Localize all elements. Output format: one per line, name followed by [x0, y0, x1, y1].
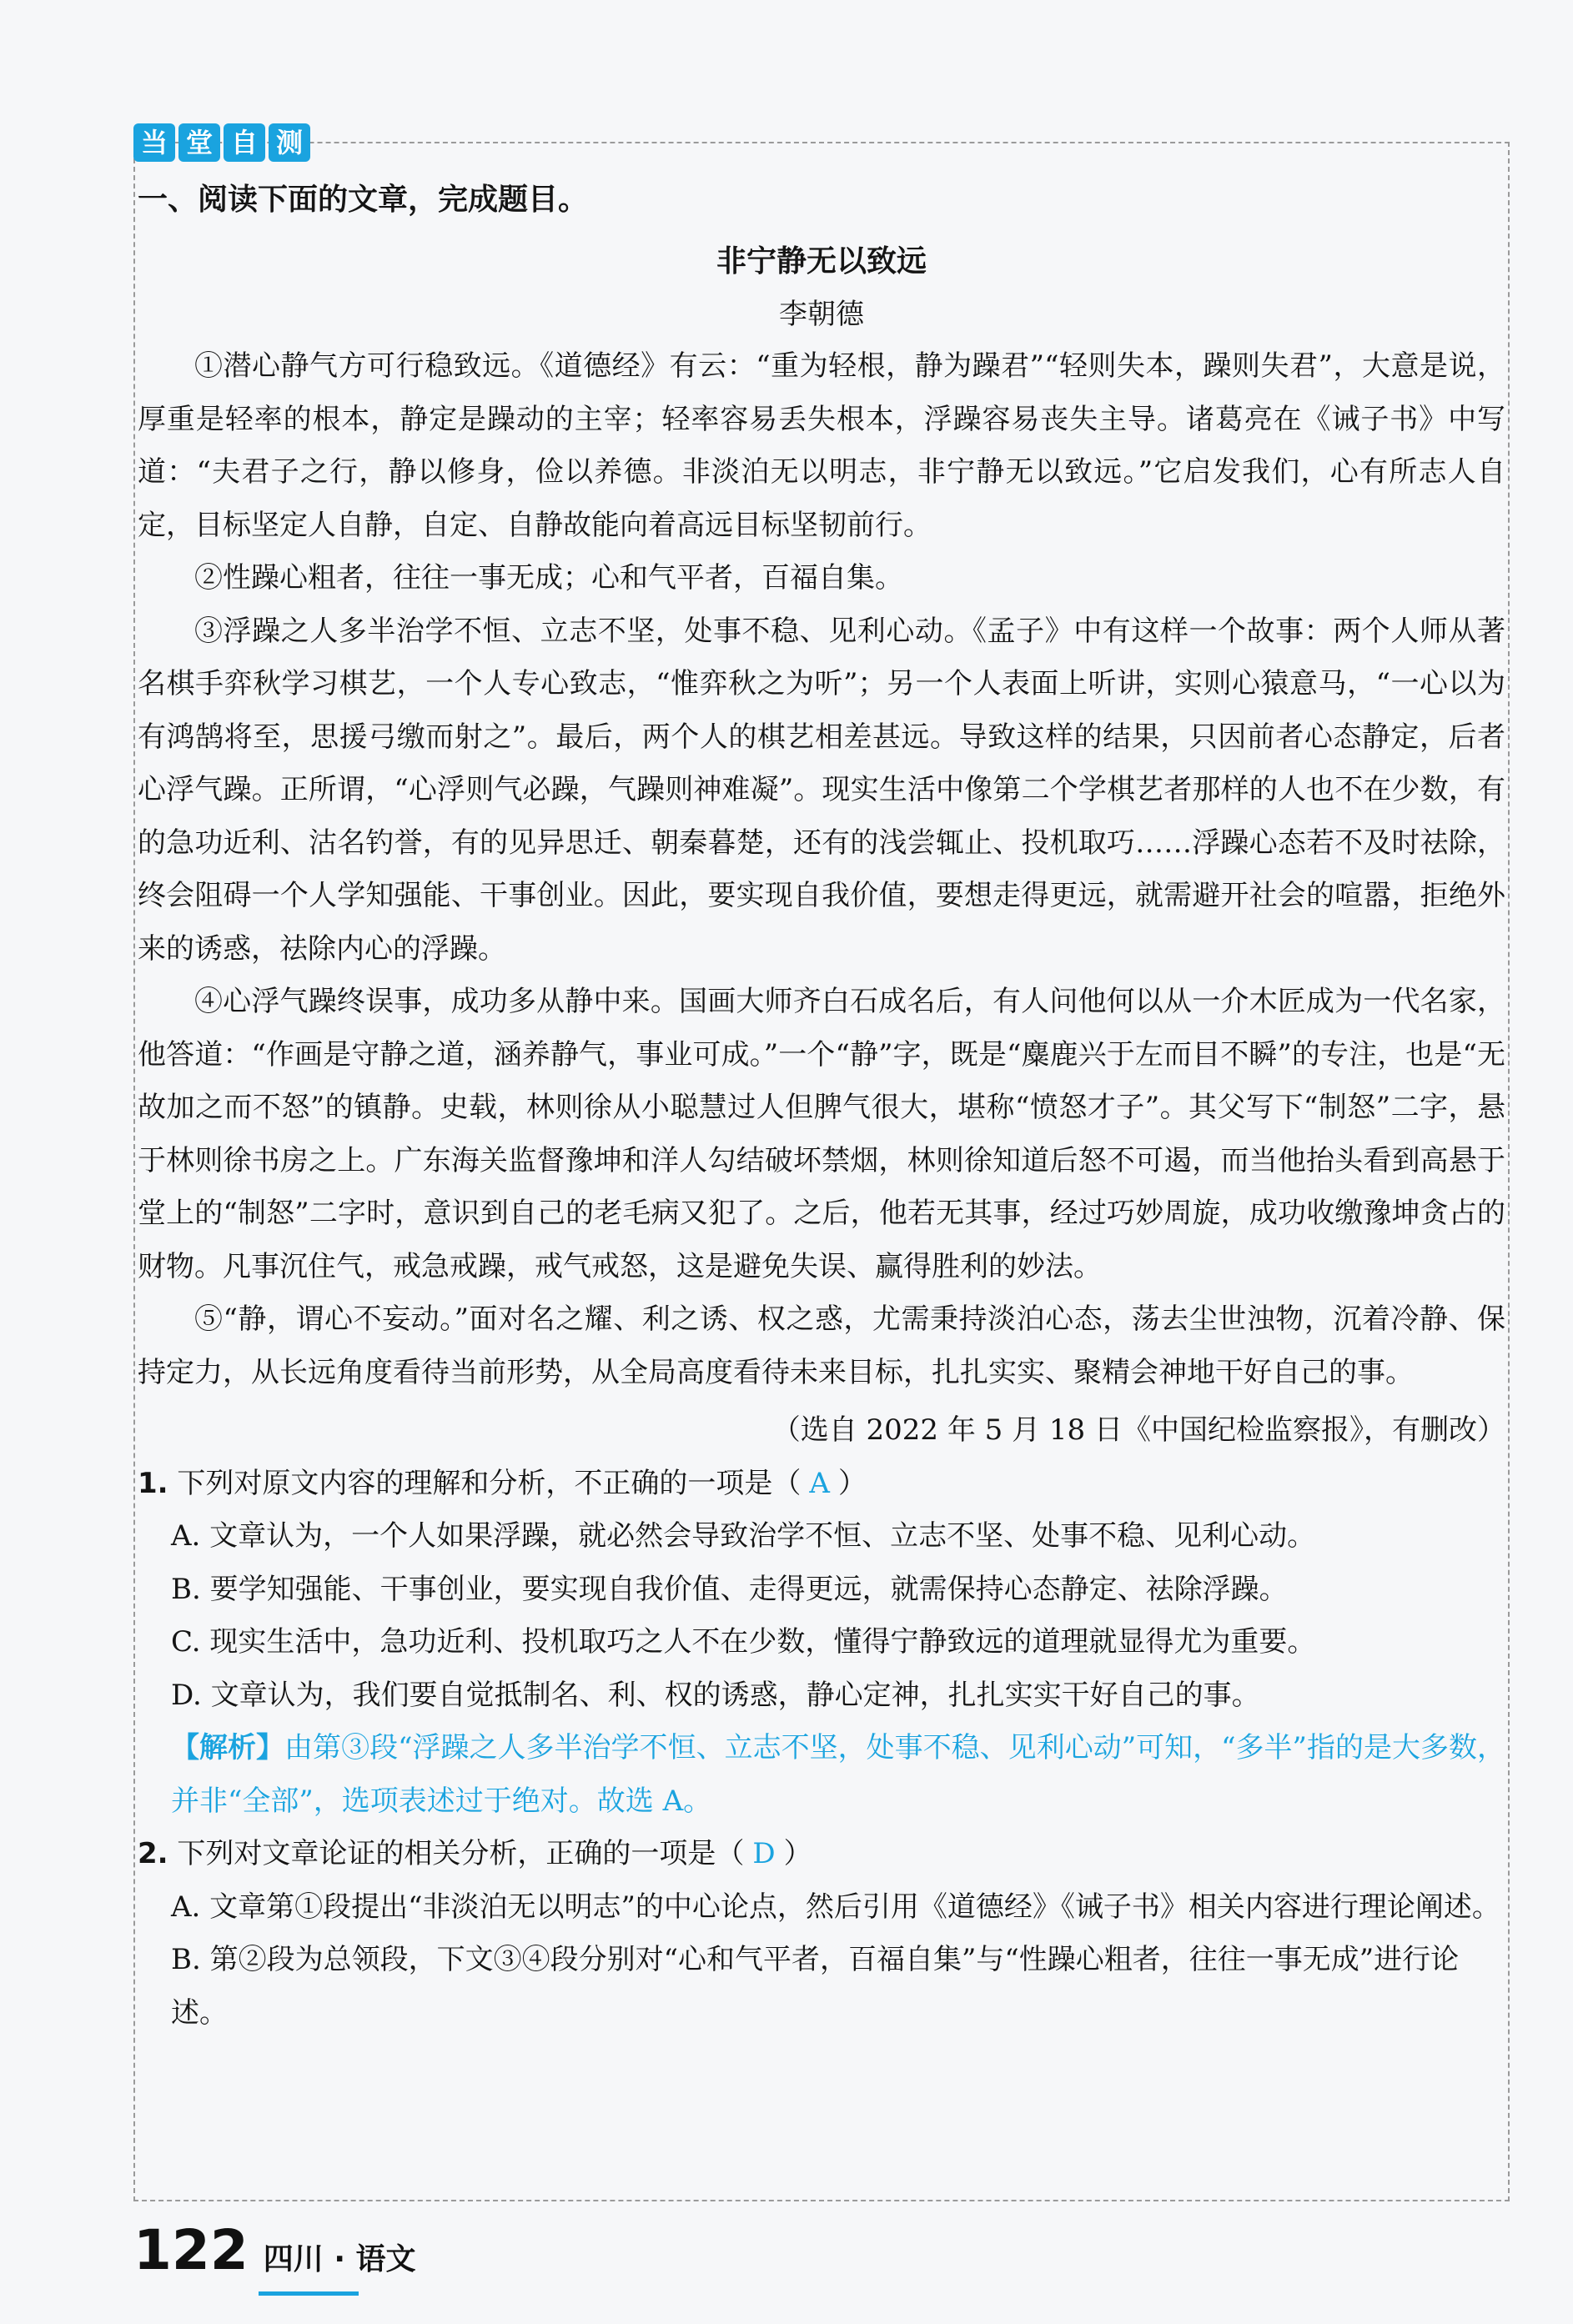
badge-char: 测 [269, 123, 310, 162]
option-a: A. 文章第①段提出“非淡泊无以明志”的中心论点，然后引用《道德经》《诫子书》相关内容进行理论阐述。 [171, 1890, 1500, 1924]
article-source: （选自 2022 年 5 月 18 日《中国纪检监察报》，有删改） [771, 1413, 1505, 1447]
page-content [138, 175, 1505, 2040]
question-text-end: ） [783, 1837, 812, 1870]
section-title: 一、阅读下面的文章，完成题目。 [138, 183, 589, 217]
analysis-text: 由第③段“浮躁之人多半治学不恒、立志不坚，处事不稳、见利心动”可知，“多半”指的是大多数，并非“全部”，选项表述过于绝对。故选 A。 [171, 1731, 1506, 1818]
badge-char: 堂 [178, 123, 220, 162]
option-b: B. 第②段为总领段，下文③④段分别对“心和气平者，百福自集”与“性躁心粗者，往往一事无成”进行论述。 [171, 1943, 1460, 2030]
answer-mark: D [752, 1837, 776, 1870]
question-number: 2. [138, 1837, 168, 1870]
article-paragraph: ④心浮气躁终误事，成功多从静中来。国画大师齐白石成名后，有人问他何以从一介木匠成为一代名家，他答道：“作画是守静之道，涵养静气，事业可成。”一个“静”字，既是“麋鹿兴于左而目不瞬”的专注，也是“无故加之而不怒”的镇静。史载，林则徐从小聪慧过人但脾气很大，堪称“愤怒才子”。其父写下“制怒”二字，悬于林则徐书房之上。广东海关监督豫坤和洋人勾结破坏禁烟，林则徐知道后怒不可遏，而当他抬头看到高悬于堂上的“制怒”二字时，意识到自己的老毛病又犯了。之后，他若无其事，经过巧妙周旋，成功收缴豫坤贪占的财物。凡事沉住气，戒急戒躁，戒气戒怒，这是避免失误、赢得胜利的妙法。 [138, 985, 1505, 1283]
article-paragraph: ①潜心静气方可行稳致远。《道德经》有云：“重为轻根，静为躁君”“轻则失本，躁则失君”，大意是说，厚重是轻率的根本，静定是躁动的主宰；轻率容易丢失根本，浮躁容易丧失主导。诸葛亮在《诫子书》中写道：“夫君子之行，静以修身，俭以养德。非淡泊无以明志，非宁静无以致远。”它启发我们，心有所志人自定，目标坚定人自静，自定、自静故能向着高远目标坚韧前行。 [138, 349, 1505, 542]
question-text: 下列对原文内容的理解和分析，不正确的一项是（ [177, 1466, 802, 1500]
article-paragraph: ⑤“静，谓心不妄动。”面对名之耀、利之诱、权之惑，尤需秉持淡泊心态，荡去尘世浊物，沉着冷静、保持定力，从长远角度看待当前形势，从全局高度看待未来目标，扎扎实实、聚精会神地干好自己的事。 [138, 1303, 1505, 1389]
section-badge [133, 123, 310, 162]
option-d: D. 文章认为，我们要自觉抵制名、利、权的诱惑，静心定神，扎扎实实干好自己的事。 [171, 1678, 1260, 1712]
footer-accent-line [259, 2291, 359, 2296]
article-title: 非宁静无以致远 [716, 244, 927, 279]
option-c: C. 现实生活中，急功近利、投机取巧之人不在少数，懂得宁静致远的道理就显得尤为重要。 [171, 1625, 1316, 1659]
option-b: B. 要学知强能、干事创业，要实现自我价值、走得更远，就需保持心态静定、祛除浮躁。 [171, 1572, 1288, 1606]
question-1-stem [138, 1458, 1505, 1511]
page-label: 四川 · 语文 [263, 2242, 416, 2276]
page-number: 122 [133, 2218, 249, 2282]
question-text-end: ） [837, 1466, 867, 1500]
question-2-stem [138, 1828, 1505, 1881]
article-paragraph: ③浮躁之人多半治学不恒、立志不坚，处事不稳、见利心动。《孟子》中有这样一个故事：两个人师从著名棋手弈秋学习棋艺，一个人专心致志，“惟弈秋之为听”；另一个人表面上听讲，实则心猿意马，“一心以为有鸿鹄将至，思援弓缴而射之”。最后，两个人的棋艺相差甚远。导致这样的结果，只因前者心态静定，后者心浮气躁。正所谓，“心浮则气必躁，气躁则神难凝”。现实生活中像第二个学棋艺者那样的人也不在少数，有的急功近利、沽名钓誉，有的见异思迁、朝秦暮楚，还有的浅尝辄止、投机取巧……浮躁心态若不及时祛除，终会阻碍一个人学知强能、干事创业。因此，要实现自我价值，要想走得更远，就需避开社会的喧嚣，拒绝外来的诱惑，祛除内心的浮躁。 [138, 614, 1505, 966]
analysis-tag: 【解析】 [171, 1731, 285, 1764]
page-footer [133, 2218, 416, 2282]
answer-mark: A [809, 1466, 830, 1500]
question-number: 1. [138, 1466, 168, 1500]
question-text: 下列对文章论证的相关分析，正确的一项是（ [177, 1837, 745, 1870]
article-paragraph: ②性躁心粗者，往往一事无成；心和气平者，百福自集。 [194, 561, 903, 595]
analysis [138, 1722, 1505, 1828]
article-author: 李朝德 [779, 298, 864, 331]
badge-char: 自 [224, 123, 265, 162]
option-a: A. 文章认为，一个人如果浮躁，就必然会导致治学不恒、立志不坚、处事不稳、见利心动。 [171, 1519, 1316, 1553]
badge-char: 当 [133, 123, 175, 162]
